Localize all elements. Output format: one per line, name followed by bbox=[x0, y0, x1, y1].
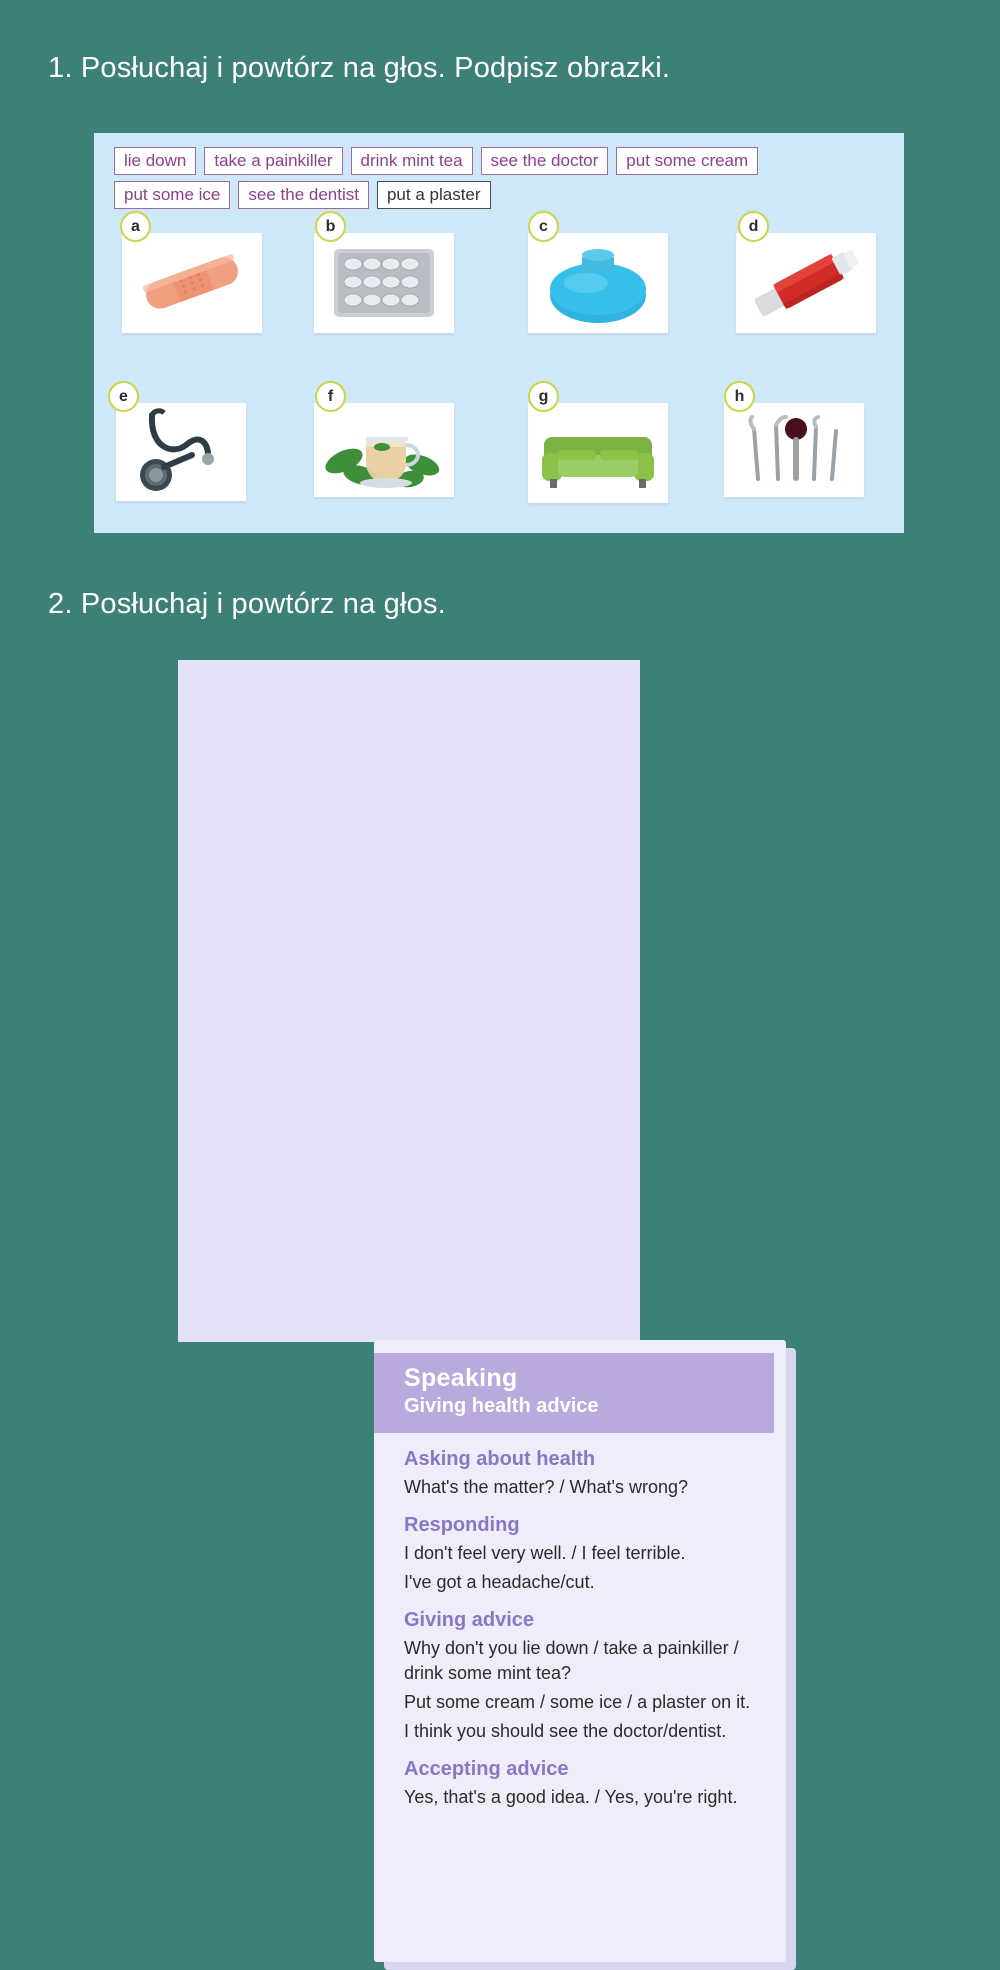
cream-tube-image bbox=[736, 233, 876, 333]
letter-badge-c: c bbox=[528, 211, 559, 242]
word-chip[interactable]: put some ice bbox=[114, 181, 230, 209]
plaster-image bbox=[122, 233, 262, 333]
picture-grid bbox=[94, 211, 904, 551]
letter-badge-f: f bbox=[315, 381, 346, 412]
exercise-2-heading: 2. Posłuchaj i powtórz na głos. bbox=[48, 588, 446, 620]
word-chip[interactable]: put a plaster bbox=[377, 181, 491, 209]
green-sofa-image bbox=[528, 403, 668, 503]
letter-badge-g: g bbox=[528, 381, 559, 412]
pills-blister-image bbox=[314, 233, 454, 333]
section-line: I don't feel very well. / I feel terrible. bbox=[404, 1543, 686, 1563]
letter-badge-h: h bbox=[724, 381, 755, 412]
word-chip[interactable]: put some cream bbox=[616, 147, 758, 175]
stethoscope-image bbox=[116, 403, 246, 501]
section-title-asking: Asking about health bbox=[404, 1448, 596, 1470]
section-line: Put some cream / some ice / a plaster on it. bbox=[404, 1692, 751, 1712]
picture-cell-a[interactable] bbox=[94, 211, 296, 381]
speaking-card-header bbox=[374, 1353, 774, 1433]
picture-cell-d[interactable] bbox=[700, 211, 902, 381]
exercise-1-heading: 1. Posłuchaj i powtórz na głos. Podpisz obrazki. bbox=[48, 52, 671, 84]
section-line: What's the matter? / What's wrong? bbox=[404, 1477, 688, 1497]
section-line: Yes, that's a good idea. / Yes, you're right. bbox=[404, 1787, 738, 1807]
section-line: I've got a headache/cut. bbox=[404, 1572, 595, 1592]
exercise-2-panel bbox=[178, 660, 751, 1807]
word-chip[interactable]: see the doctor bbox=[481, 147, 609, 175]
speaking-card bbox=[374, 1340, 786, 1962]
letter-badge-e: e bbox=[108, 381, 139, 412]
section-line: Why don't you lie down / take a painkiller / drink some mint tea? bbox=[404, 1638, 739, 1683]
picture-cell-e[interactable] bbox=[94, 381, 296, 551]
section-line: I think you should see the doctor/dentist. bbox=[404, 1721, 727, 1741]
word-chip[interactable]: take a painkiller bbox=[204, 147, 342, 175]
speaking-card-subtitle: Giving health advice bbox=[404, 1395, 599, 1417]
picture-row bbox=[94, 211, 904, 381]
speaking-card-title: Speaking bbox=[404, 1364, 518, 1392]
letter-badge-b: b bbox=[315, 211, 346, 242]
word-chip[interactable]: lie down bbox=[114, 147, 196, 175]
section-title-giving-advice: Giving advice bbox=[404, 1609, 535, 1631]
letter-badge-d: d bbox=[738, 211, 769, 242]
ice-bag-image bbox=[528, 233, 668, 333]
dentist-tools-image bbox=[724, 403, 864, 497]
mint-tea-image bbox=[314, 403, 454, 497]
word-chip[interactable]: drink mint tea bbox=[351, 147, 473, 175]
picture-cell-g[interactable] bbox=[498, 381, 700, 551]
picture-row bbox=[94, 381, 904, 551]
word-bank bbox=[114, 147, 874, 215]
picture-cell-b[interactable] bbox=[296, 211, 498, 381]
picture-cell-f[interactable] bbox=[296, 381, 498, 551]
word-bank-row-1 bbox=[114, 147, 874, 175]
letter-badge-a: a bbox=[120, 211, 151, 242]
section-title-accepting-advice: Accepting advice bbox=[404, 1758, 569, 1780]
exercise-1-panel bbox=[94, 133, 904, 533]
section-title-responding: Responding bbox=[404, 1514, 520, 1536]
word-chip[interactable]: see the dentist bbox=[238, 181, 369, 209]
picture-cell-h[interactable] bbox=[700, 381, 902, 551]
speaking-card-body bbox=[404, 1448, 754, 1810]
picture-cell-c[interactable] bbox=[498, 211, 700, 381]
word-bank-row-2 bbox=[114, 181, 874, 209]
